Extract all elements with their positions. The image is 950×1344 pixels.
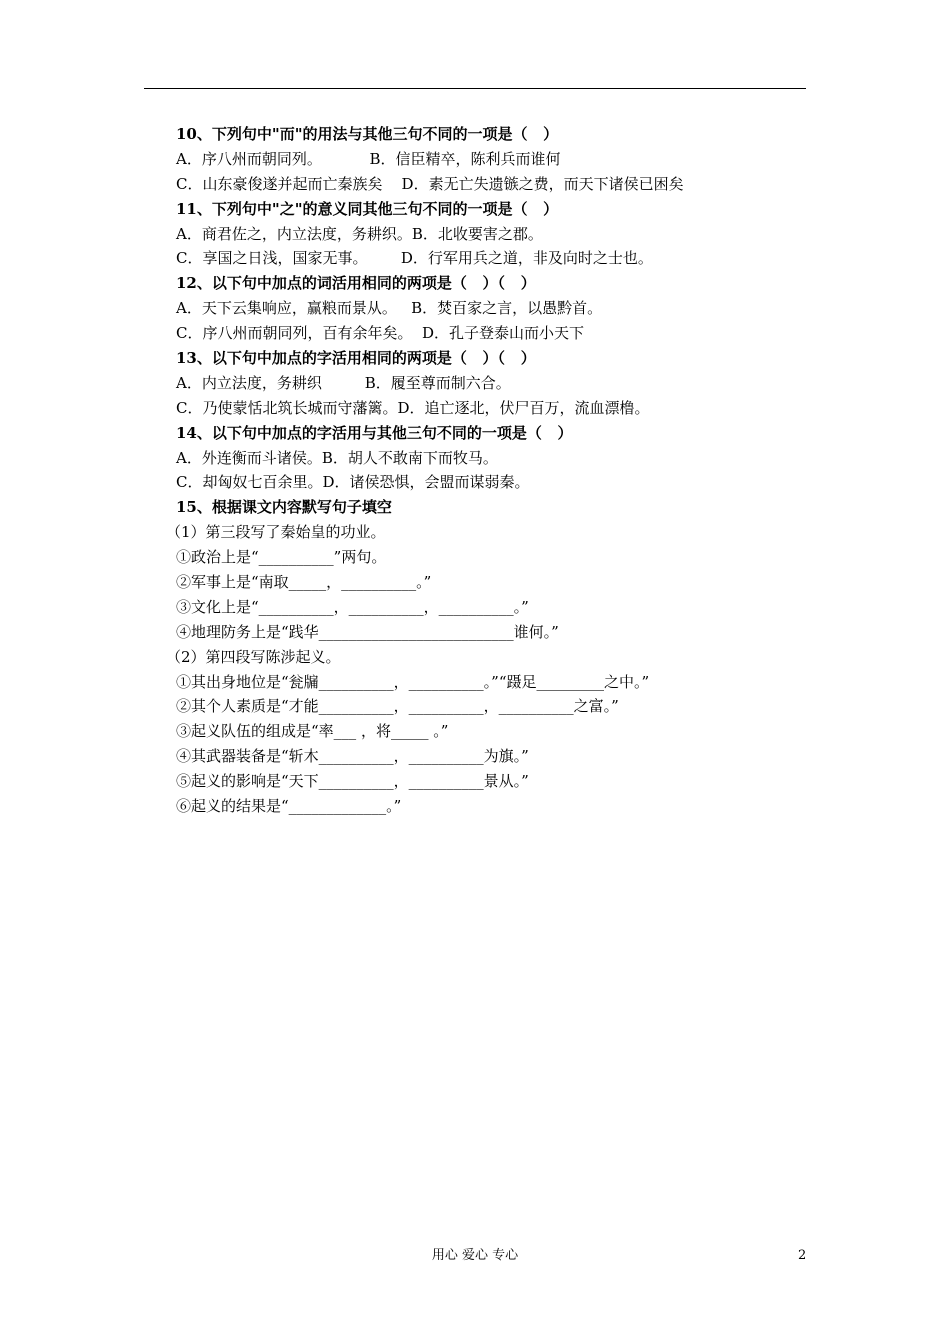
fill-in-item: ③文化上是“__________，__________，__________。” xyxy=(176,597,529,616)
question-12-options-cd: C．序八州而朝同列，百有余年矣。 D．孔子登泰山而小天下 xyxy=(176,324,585,343)
header-rule xyxy=(144,88,806,89)
question-15-title: 15、根据课文内容默写句子填空 xyxy=(176,498,392,517)
fill-in-item: ②军事上是“南取_____，__________。” xyxy=(176,573,432,592)
question-13-options-ab: A．内立法度，务耕织 B．履至尊而制六合。 xyxy=(176,373,511,392)
question-14-options-ab: A．外连衡而斗诸侯。B．胡人不敢南下而牧马。 xyxy=(176,448,498,467)
question-10-options-cd: C．山东豪俊遂并起而亡秦族矣 D．素无亡失遗镞之费，而天下诸侯已困矣 xyxy=(176,174,684,193)
question-15-part-1: （1）第三段写了秦始皇的功业。 xyxy=(166,523,386,542)
question-11-title: 11、下列句中"之"的意义同其他三句不同的一项是（ ） xyxy=(176,199,559,218)
question-12-options-ab: A．天下云集响应，赢粮而景从。 B．焚百家之言，以愚黔首。 xyxy=(176,299,603,318)
document-body xyxy=(0,122,950,819)
question-13-options-cd: C．乃使蒙恬北筑长城而守藩篱。D．追亡逐北，伏尸百万，流血漂橹。 xyxy=(176,398,650,417)
question-14-options-cd: C．却匈奴七百余里。D．诸侯恐惧，会盟而谋弱秦。 xyxy=(176,473,530,492)
page-number: 2 xyxy=(798,1248,807,1263)
fill-in-item: ①政治上是“__________”两句。 xyxy=(176,548,387,567)
fill-in-item: ④其武器装备是“斩木__________，__________为旗。” xyxy=(176,747,529,766)
fill-in-item: ⑤起义的影响是“天下__________，__________景从。” xyxy=(176,772,529,791)
question-11-options-ab: A．商君佐之，内立法度，务耕织。B．北收要害之郡。 xyxy=(176,224,543,243)
fill-in-item: ④地理防务上是“践华__________________________谁何。” xyxy=(176,622,559,641)
footer-motto: 用心 爱心 专心 xyxy=(431,1248,519,1263)
question-10-options-ab: A．序八州而朝同列。 B．信臣精卒，陈利兵而谁何 xyxy=(176,149,561,168)
question-13-title: 13、以下句中加点的字活用相同的两项是（ ）（ ） xyxy=(176,349,536,368)
fill-in-item: ③起义队伍的组成是“率___ ，将_____ 。” xyxy=(176,722,449,741)
fill-in-item: ①其出身地位是“瓮牖__________，__________。”“蹑足_________之中。” xyxy=(176,672,650,691)
fill-in-item: ②其个人素质是“才能__________，__________，__________之富。” xyxy=(176,697,619,716)
question-15-part-2: （2）第四段写陈涉起义。 xyxy=(166,647,341,666)
fill-in-item: ⑥起义的结果是“_____________。” xyxy=(176,797,402,816)
question-12-title: 12、以下句中加点的词活用相同的两项是（ ）（ ） xyxy=(176,274,536,293)
question-11-options-cd: C．享国之日浅，国家无事。 D．行军用兵之道，非及向时之士也。 xyxy=(176,249,653,268)
question-14-title: 14、以下句中加点的字活用与其他三句不同的一项是（ ） xyxy=(176,423,573,442)
question-10-title: 10、下列句中"而"的用法与其他三句不同的一项是（ ） xyxy=(176,125,559,143)
